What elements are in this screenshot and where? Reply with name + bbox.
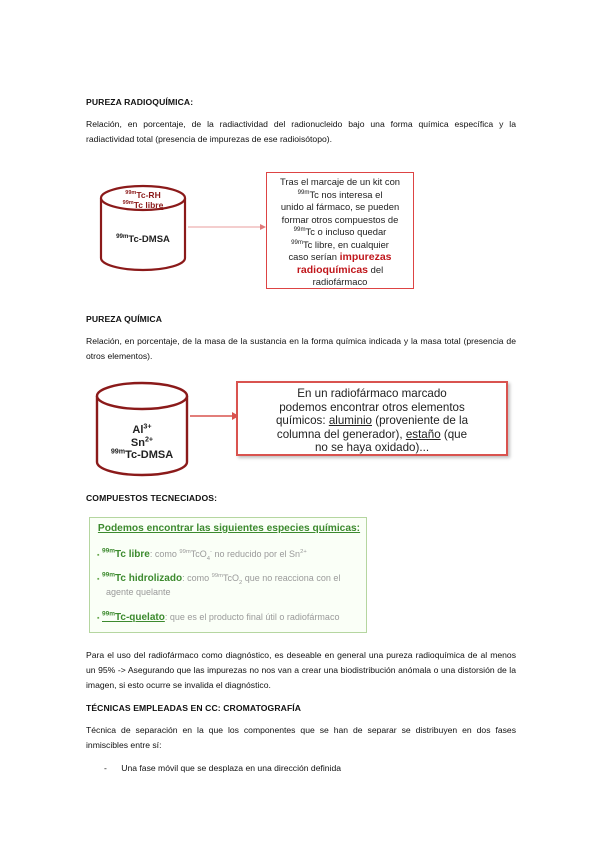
figure2-cyl-dmsa: $^{99m}$Tc-DMSA xyxy=(110,447,174,461)
bullet-icon: ▪ xyxy=(97,552,100,559)
figure3-box xyxy=(89,517,367,633)
figure1-cyl-line2: $^{99m}$Tc libre xyxy=(122,200,164,210)
list-item-fase-movil: - Una fase móvil que se desplaza en una dirección definida xyxy=(104,763,342,773)
heading-pureza-quimica: PUREZA QUÍMICA xyxy=(86,314,163,324)
figure1-cyl-line1: $^{99m}$Tc-RH xyxy=(125,190,161,200)
figure2-cylinder xyxy=(94,380,190,478)
arrow-icon xyxy=(190,410,240,422)
bullet-icon: ▪ xyxy=(97,576,100,583)
figure3-item-quelato: ▪ $^{99m}$Tc-quelato: que es el producto final útil o radiofármaco xyxy=(97,610,340,623)
figure1-cyl-line3: $^{99m}$Tc-DMSA xyxy=(116,232,170,245)
heading-pureza-radioquimica: PUREZA RADIOQUÍMICA: xyxy=(86,97,194,107)
heading-compuestos-tecneciados: COMPUESTOS TECNECIADOS: xyxy=(86,493,218,503)
arrow-icon xyxy=(188,222,268,232)
paragraph-uso-diagnostico: Para el uso del radiofármaco como diagnóstico, es deseable en general una pureza radioquímica de al menos un 95% -> Asegurando que las impurezas no nos van a crear una biodistribución anómala o una distorsión de la imagen, si esto ocurre se invalida el diagnóstico. xyxy=(86,650,516,690)
figure1-cylinder xyxy=(98,182,188,274)
figure1-textbox: Tras el marcaje de un kit con $^{99m}$Tc nos interesa el unido al fármaco, se pueden formar otros compuestos de $^{99m}$Tc o incluso quedar $^{99m}$Tc libre, en cualquier caso serían impurezas radioquímicas del radiofármaco xyxy=(266,172,414,289)
figure2-textbox: En un radiofármaco marcado podemos encontrar otros elementos químicos: aluminio (proveniente de la columna del generador), estaño (que no se haya oxidado)... xyxy=(236,381,508,456)
paragraph-radioquimica: Relación, en porcentaje, de la radiactividad del radionucleido bajo una forma química específica y la radiactividad total (presencia de impurezas de ese radioisótopo). xyxy=(86,119,516,144)
figure3-title: Podemos encontrar las siguientes especies químicas: xyxy=(97,523,361,534)
figure3-item-libre: ▪ $^{99m}$Tc libre: como $^{99m}$TcO$_4$- no reducido por el $Sn^{2+}$ xyxy=(97,547,307,562)
figure3-item-hidrolizado: ▪ $^{99m}$Tc hidrolizado: como $^{99m}$TcO$_2$ que no reacciona con el agente quelante xyxy=(97,571,341,597)
bullet-icon: ▪ xyxy=(97,615,100,622)
paragraph-quimica: Relación, en porcentaje, de la masa de la sustancia en la forma química indicada y la masa total (presencia de otros elementos). xyxy=(86,336,516,361)
heading-tecnicas-cromatografia: TÉCNICAS EMPLEADAS EN CC: CROMATOGRAFÍA xyxy=(86,703,302,713)
figure2-cyl-al: $Al^{3+}$ xyxy=(132,422,152,436)
figure2-cyl-sn: $Sn^{2+}$ xyxy=(130,434,154,449)
list-marker: - xyxy=(104,763,107,773)
paragraph-cromatografia: Técnica de separación en la que los componentes que se han de separar se distribuyen en dos fases inmiscibles entre sí: xyxy=(86,725,516,750)
